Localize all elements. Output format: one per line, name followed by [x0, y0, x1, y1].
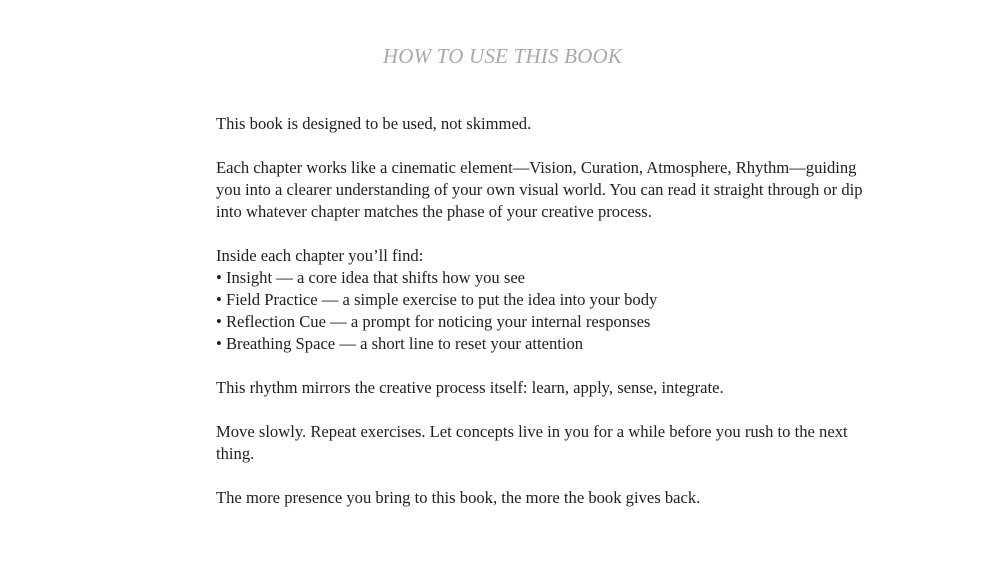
rhythm-paragraph: This rhythm mirrors the creative process itself: learn, apply, sense, integrate. [216, 378, 724, 397]
list-item-field-practice: • Field Practice — a simple exercise to put the idea into your body [216, 289, 876, 311]
list-item-breathing-space: • Breathing Space — a short line to reset your attention [216, 333, 876, 355]
closing-paragraph: The more presence you bring to this book, the more the book gives back. [216, 488, 701, 507]
chapters-paragraph: Each chapter works like a cinematic element—Vision, Curation, Atmosphere, Rhythm—guiding you into a clearer understanding of your own visual world. You can read it straight through or dip into whatever chapter matches the phase of your creative process. [216, 158, 863, 221]
page-title: HOW TO USE THIS BOOK [382, 44, 623, 68]
inside-list-heading: Inside each chapter you’ll find: [216, 246, 424, 265]
page-body [216, 113, 876, 531]
inside-chapter-list [216, 245, 876, 355]
list-item-insight: • Insight — a core idea that shifts how you see [216, 267, 876, 289]
intro-paragraph: This book is designed to be used, not skimmed. [216, 114, 532, 133]
list-item-reflection-cue: • Reflection Cue — a prompt for noticing your internal responses [216, 311, 876, 333]
move-slowly-paragraph: Move slowly. Repeat exercises. Let concepts live in you for a while before you rush to the next thing. [216, 422, 848, 463]
